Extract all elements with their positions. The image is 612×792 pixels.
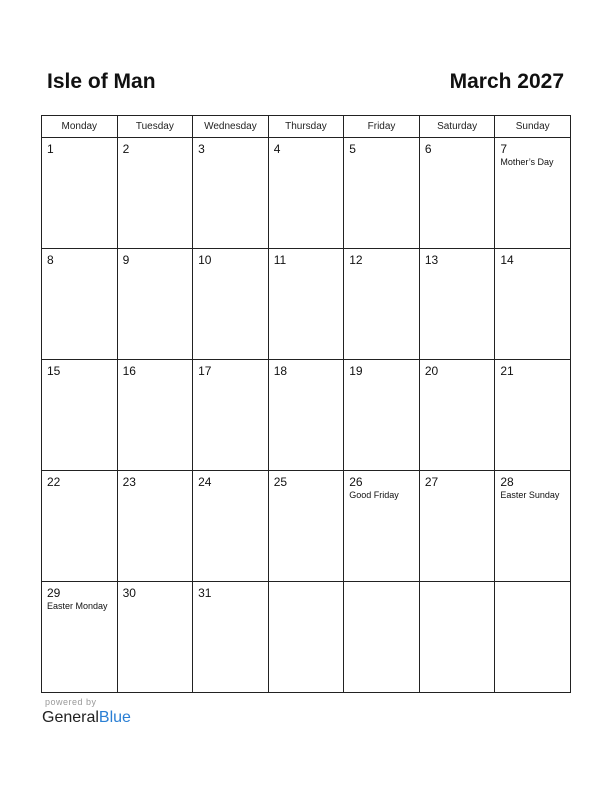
day-number: 3 — [198, 142, 205, 156]
day-cell — [495, 471, 571, 582]
day-number: 13 — [424, 253, 439, 267]
region-title: Isle of Man — [47, 70, 156, 93]
holiday-label: Easter Monday — [47, 601, 108, 611]
day-number: 18 — [273, 364, 288, 378]
powered-by-text: powered by — [45, 697, 97, 707]
day-number: 26 — [349, 475, 363, 489]
day-number: 31 — [198, 586, 212, 600]
calendar-grid — [41, 115, 571, 693]
day-cell — [193, 471, 269, 582]
weekday-header-row — [42, 116, 571, 138]
day-cell — [193, 360, 269, 471]
day-number: 29 — [47, 586, 61, 600]
weekday-header: Sunday — [495, 116, 571, 138]
day-number: 22 — [47, 475, 61, 489]
day-number: 17 — [198, 364, 212, 378]
day-cell — [193, 138, 269, 249]
day-number: 2 — [122, 142, 130, 156]
day-number: 10 — [198, 253, 212, 267]
month-title: March 2027 — [449, 70, 564, 93]
day-cell — [495, 138, 571, 249]
day-cell — [193, 582, 269, 693]
day-cell — [344, 471, 420, 582]
day-cell — [42, 249, 118, 360]
day-number: 7 — [500, 142, 508, 156]
week-row — [42, 360, 571, 471]
holiday-label: Easter Sunday — [500, 490, 560, 500]
day-cell — [419, 138, 495, 249]
day-cell — [419, 360, 495, 471]
day-cell — [117, 582, 193, 693]
day-cell — [495, 360, 571, 471]
day-cell — [344, 249, 420, 360]
week-row — [42, 582, 571, 693]
day-number: 24 — [198, 475, 212, 489]
day-cell — [268, 360, 344, 471]
brand-general-text: General — [42, 709, 99, 726]
day-number: 12 — [349, 253, 363, 267]
day-number: 30 — [122, 586, 136, 600]
day-cell — [344, 582, 420, 693]
brand-blue-text: Blue — [98, 709, 131, 726]
day-number: 6 — [424, 142, 432, 156]
day-cell — [42, 582, 118, 693]
generalblue-logo[interactable] — [42, 709, 131, 727]
day-cell — [42, 138, 118, 249]
weekday-header: Monday — [42, 116, 118, 138]
week-row — [42, 471, 571, 582]
day-cell — [268, 249, 344, 360]
day-cell — [268, 582, 344, 693]
day-cell — [117, 138, 193, 249]
day-number: 19 — [349, 364, 363, 378]
weekday-header: Tuesday — [117, 116, 193, 138]
holiday-label: Mother’s Day — [500, 157, 554, 167]
day-cell — [42, 360, 118, 471]
weekday-header: Saturday — [419, 116, 495, 138]
day-number: 28 — [500, 475, 514, 489]
day-number: 14 — [500, 253, 514, 267]
day-number: 21 — [500, 364, 514, 378]
weekday-header: Thursday — [268, 116, 344, 138]
day-cell — [117, 471, 193, 582]
day-cell — [117, 360, 193, 471]
week-row — [42, 249, 571, 360]
weekday-header: Friday — [344, 116, 420, 138]
day-number: 9 — [122, 253, 130, 267]
day-number: 8 — [47, 253, 54, 267]
day-number: 25 — [273, 475, 288, 489]
day-number: 27 — [424, 475, 439, 489]
day-number: 15 — [47, 364, 61, 378]
day-cell — [344, 138, 420, 249]
day-number: 16 — [122, 364, 136, 378]
day-cell — [419, 582, 495, 693]
weekday-header: Wednesday — [193, 116, 269, 138]
holiday-label: Good Friday — [349, 490, 399, 500]
day-cell — [495, 582, 571, 693]
day-number: 1 — [47, 142, 54, 156]
week-row — [42, 138, 571, 249]
day-number: 11 — [273, 253, 287, 267]
day-cell — [268, 138, 344, 249]
day-number: 5 — [349, 142, 356, 156]
day-cell — [42, 471, 118, 582]
day-cell — [419, 471, 495, 582]
day-cell — [268, 471, 344, 582]
day-number: 20 — [424, 364, 439, 378]
day-number: 23 — [122, 475, 136, 489]
day-cell — [495, 249, 571, 360]
day-cell — [193, 249, 269, 360]
day-cell — [344, 360, 420, 471]
day-cell — [117, 249, 193, 360]
day-cell — [419, 249, 495, 360]
day-number: 4 — [273, 142, 281, 156]
